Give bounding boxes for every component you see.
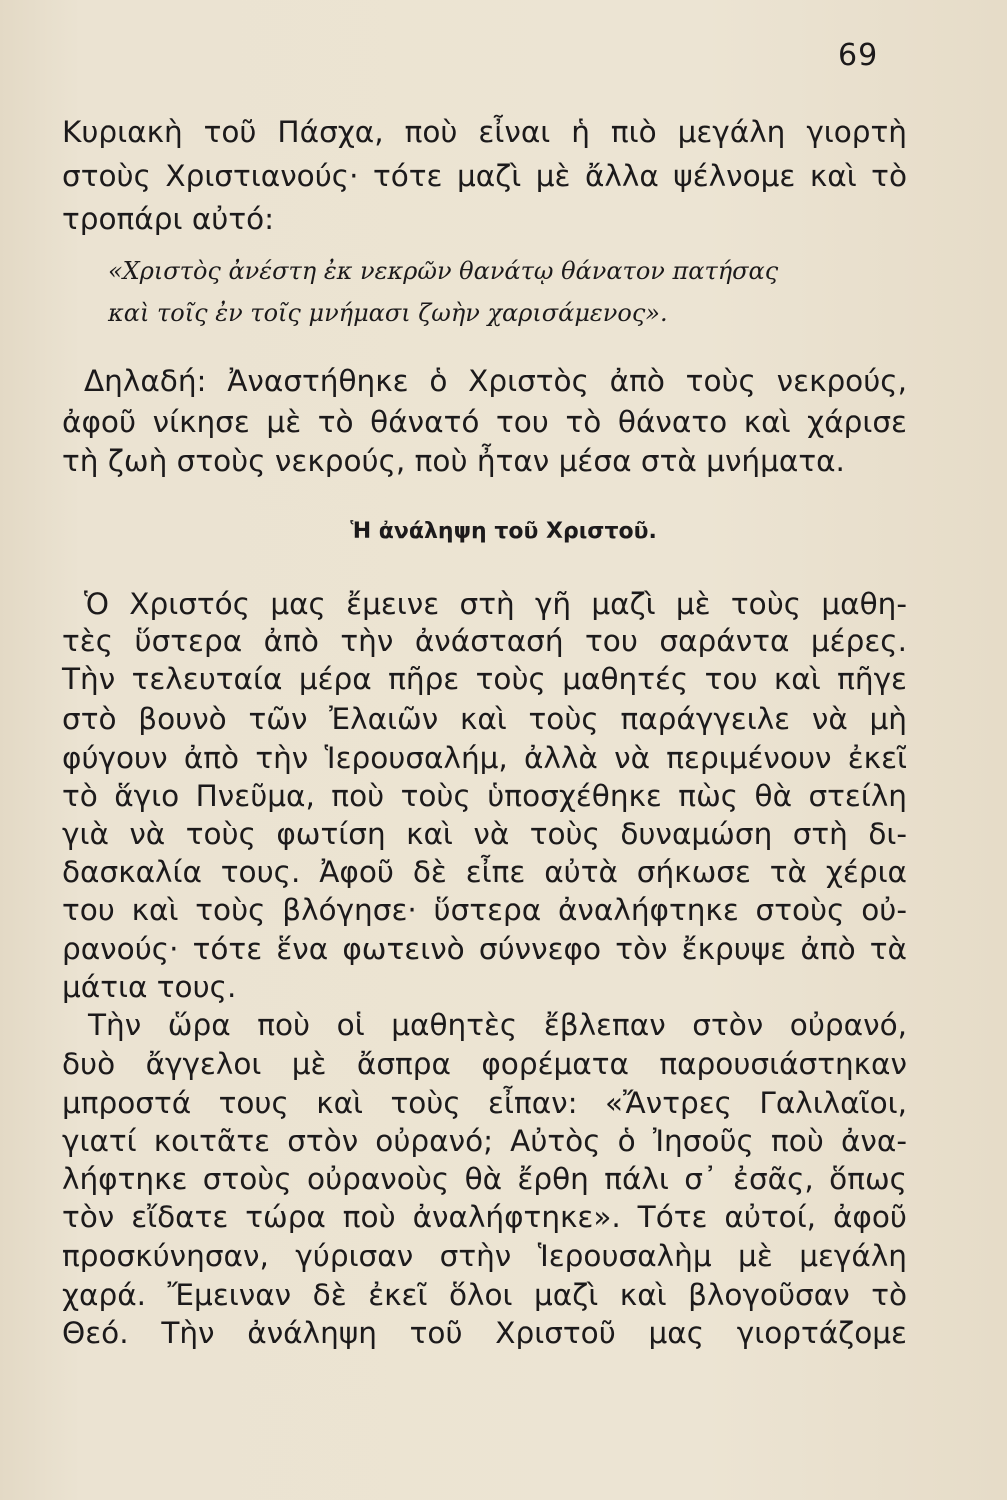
paragraph2-line-6: τὸν εἴδατε τώρα ποὺ ἀναλήφτηκε». Τότε αὐτοί, ἀφοῦ bbox=[62, 1200, 907, 1234]
section-title: Ἡ ἀνάληψη τοῦ Χριστοῦ. bbox=[350, 519, 657, 544]
intro-line-1: Κυριακὴ τοῦ Πάσχα, ποὺ εἶναι ἡ πιὸ μεγάλη γιορτὴ bbox=[62, 115, 907, 149]
paragraph1-line-8: δασκαλία τους. Ἀφοῦ δὲ εἶπε αὐτὰ σήκωσε τὰ χέρια bbox=[62, 855, 907, 889]
paragraph1-line-6: τὸ ἅγιο Πνεῦμα, ποὺ τοὺς ὑποσχέθηκε πὼς θὰ στείλη bbox=[62, 779, 907, 813]
paragraph2-line-2: δυὸ ἄγγελοι μὲ ἄσπρα φορέματα παρουσιάστηκαν bbox=[62, 1047, 907, 1081]
paragraph2-line-5: λήφτηκε στοὺς οὐρανοὺς θὰ ἔρθη πάλι σ᾽ ἐσᾶς, ὅπως bbox=[62, 1162, 907, 1196]
paragraph1-line-2: τὲς ὕστερα ἀπὸ τὴν ἀνάστασή του σαράντα μέρες. bbox=[62, 624, 907, 658]
paragraph2-line-1: Τὴν ὥρα ποὺ οἱ μαθητὲς ἔβλεπαν στὸν οὐρανό, bbox=[88, 1008, 907, 1042]
intro-line-2: στοὺς Χριστιανούς· τότε μαζὶ μὲ ἄλλα ψέλνομε καὶ τὸ bbox=[62, 159, 907, 193]
hymn-line-1: «Χριστὸς ἀνέστη ἐκ νεκρῶν θανάτῳ θάνατον πατήσας bbox=[108, 257, 779, 285]
paragraph1-line-11: μάτια τους. bbox=[62, 970, 237, 1004]
paragraph2-line-3: μπροστά τους καὶ τοὺς εἶπαν: «Ἄντρες Γαλιλαῖοι, bbox=[62, 1086, 907, 1120]
hymn-line-2: καὶ τοῖς ἐν τοῖς μνήμασι ζωὴν χαρισάμενος». bbox=[108, 299, 668, 327]
paragraph1-line-10: ρανούς· τότε ἕνα φωτεινὸ σύννεφο τὸν ἔκρυψε ἀπὸ τὰ bbox=[62, 932, 907, 966]
translation-line-3: τὴ ζωὴ στοὺς νεκρούς, ποὺ ἦταν μέσα στὰ μνήματα. bbox=[62, 444, 845, 478]
paragraph1-line-3: Τὴν τελευταία μέρα πῆρε τοὺς μαθητές του καὶ πῆγε bbox=[62, 662, 907, 696]
paragraph2-line-9: Θεό. Τὴν ἀνάληψη τοῦ Χριστοῦ μας γιορτάζομε bbox=[62, 1316, 907, 1350]
paragraph2-line-4: γιατί κοιτᾶτε στὸν οὐρανό; Αὐτὸς ὁ Ἰησοῦς ποὺ ἀνα- bbox=[62, 1124, 907, 1158]
paragraph1-line-1: Ὁ Χριστός μας ἔμεινε στὴ γῆ μαζὶ μὲ τοὺς μαθη- bbox=[84, 587, 907, 621]
paragraph2-line-8: χαρά. Ἔμειναν δὲ ἐκεῖ ὅλοι μαζὶ καὶ βλογοῦσαν τὸ bbox=[62, 1278, 907, 1312]
translation-line-1: Δηλαδή: Ἀναστήθηκε ὁ Χριστὸς ἀπὸ τοὺς νεκρούς, bbox=[84, 364, 907, 398]
intro-line-3: τροπάρι αὐτό: bbox=[62, 202, 275, 236]
paragraph1-line-7: γιὰ νὰ τοὺς φωτίση καὶ νὰ τοὺς δυναμώση στὴ δι- bbox=[62, 817, 907, 851]
page-number: 69 bbox=[838, 38, 879, 73]
paragraph1-line-9: του καὶ τοὺς βλόγησε· ὕστερα ἀναλήφτηκε στοὺς οὐ- bbox=[62, 893, 907, 927]
paragraph1-line-5: φύγουν ἀπὸ τὴν Ἱερουσαλήμ, ἀλλὰ νὰ περιμένουν ἐκεῖ bbox=[62, 741, 907, 775]
translation-line-2: ἀφοῦ νίκησε μὲ τὸ θάνατό του τὸ θάνατο καὶ χάρισε bbox=[62, 405, 907, 439]
paragraph1-line-4: στὸ βουνὸ τῶν Ἐλαιῶν καὶ τοὺς παράγγειλε νὰ μὴ bbox=[62, 702, 907, 736]
paragraph2-line-7: προσκύνησαν, γύρισαν στὴν Ἱερουσαλὴμ μὲ μεγάλη bbox=[62, 1239, 907, 1273]
